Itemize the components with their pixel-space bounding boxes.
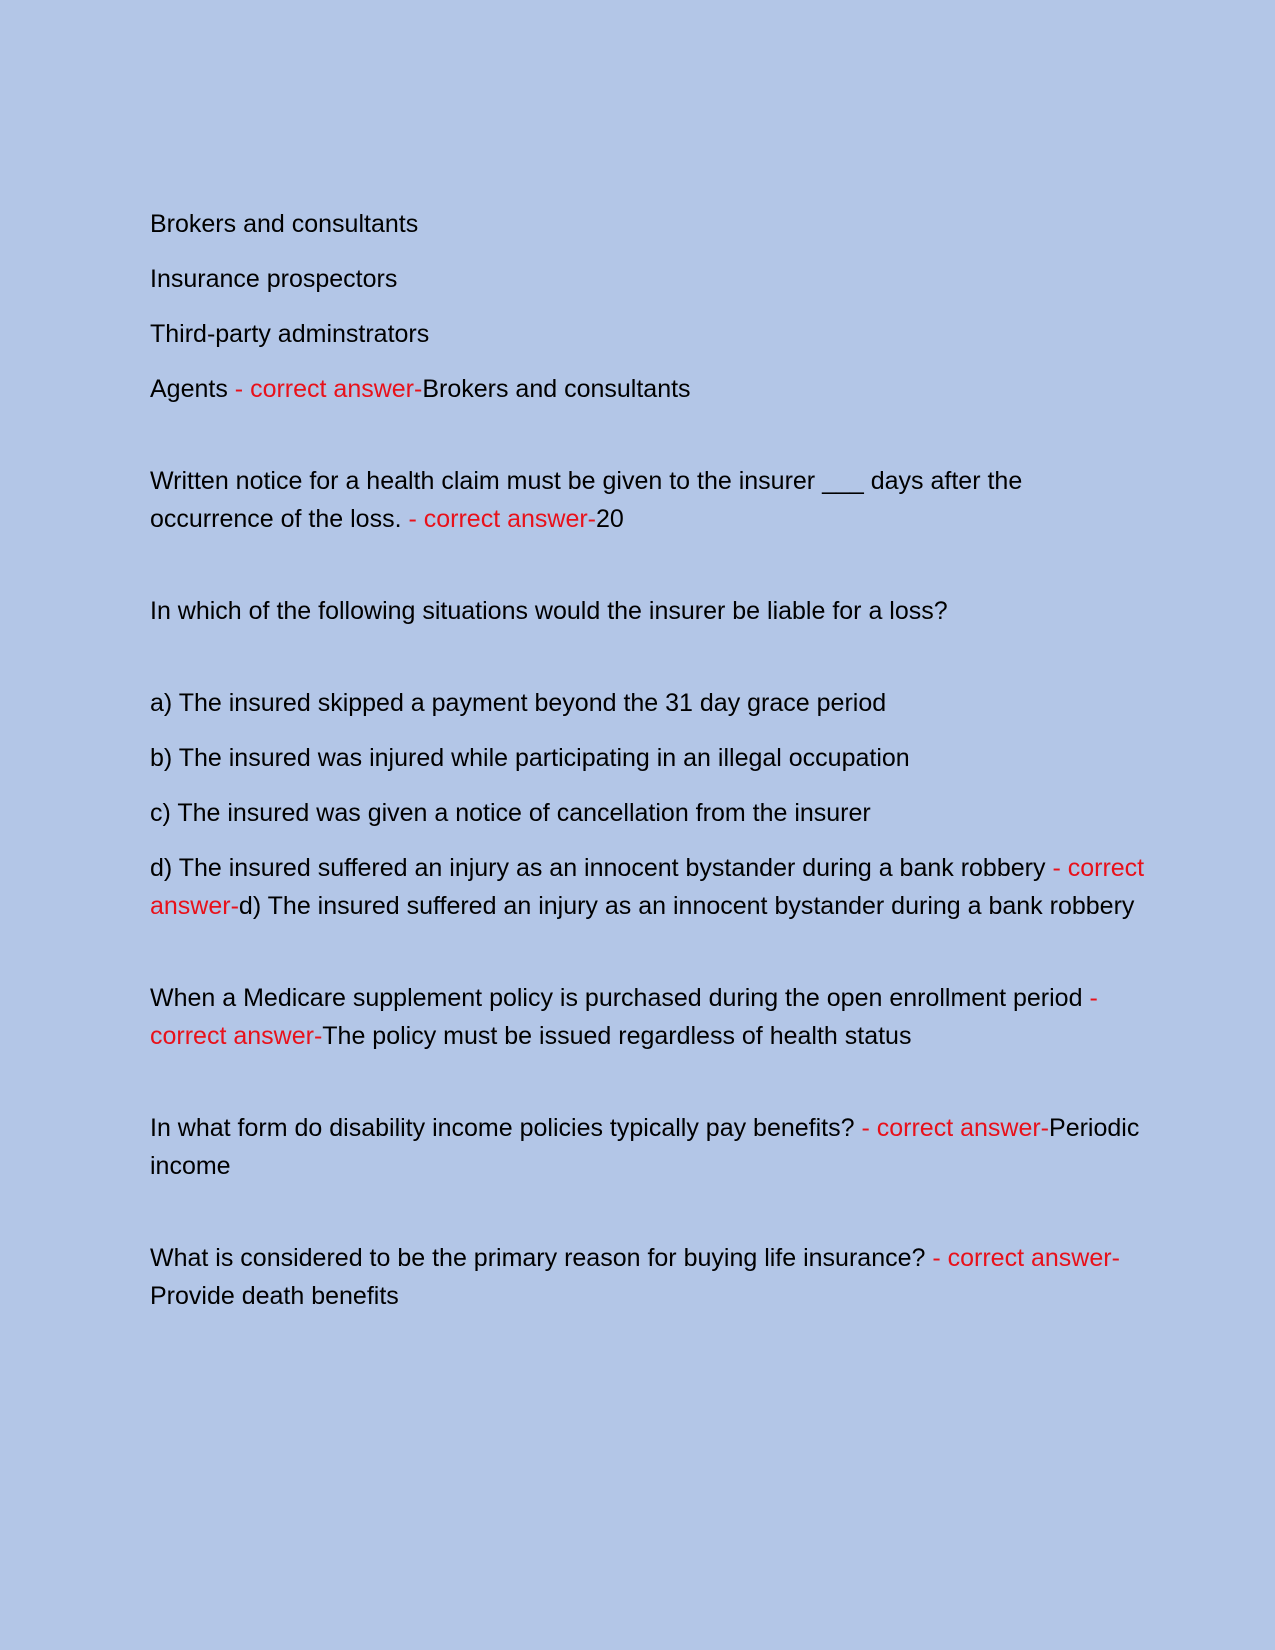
q2-item bbox=[150, 462, 1150, 538]
q6-question: What is considered to be the primary reason for buying life insurance? bbox=[150, 1244, 926, 1272]
q3-option-d: d) The insured suffered an injury as an innocent bystander during a bank robbery bbox=[150, 854, 1046, 882]
q2-answer: 20 bbox=[596, 505, 624, 533]
q2-question: Written notice for a health claim must be given to the insurer ___ days after the occurrence of the loss. bbox=[150, 467, 1023, 533]
q1-last-option-with-answer bbox=[150, 370, 1150, 408]
q1-option-3: Third-party adminstrators bbox=[150, 320, 430, 348]
q4-question: When a Medicare supplement policy is purchased during the open enrollment period bbox=[150, 984, 1083, 1012]
q1-answer: Brokers and consultants bbox=[422, 375, 691, 403]
q6-item bbox=[150, 1239, 1150, 1315]
q1-option-2: Insurance prospectors bbox=[150, 265, 398, 293]
q4-item bbox=[150, 979, 1150, 1055]
q1-last-option: Agents bbox=[150, 375, 228, 403]
q3-option-a: a) The insured skipped a payment beyond the 31 day grace period bbox=[150, 689, 887, 717]
answer-marker: - correct answer- bbox=[150, 984, 1098, 1050]
q3-question: In which of the following situations would the insurer be liable for a loss? bbox=[150, 597, 948, 625]
answer-marker: - correct answer- bbox=[234, 375, 423, 403]
q5-item bbox=[150, 1109, 1150, 1185]
q5-question: In what form do disability income policies typically pay benefits? bbox=[150, 1114, 855, 1142]
answer-marker: - correct answer- bbox=[932, 1244, 1120, 1272]
q3-answer: d) The insured suffered an injury as an innocent bystander during a bank robbery bbox=[238, 892, 1135, 920]
q6-answer: Provide death benefits bbox=[150, 1282, 399, 1310]
q4-answer: The policy must be issued regardless of health status bbox=[322, 1022, 912, 1050]
answer-marker: - correct answer- bbox=[861, 1114, 1050, 1142]
answer-marker: - correct answer- bbox=[408, 505, 597, 533]
q3-option-b: b) The insured was injured while participating in an illegal occupation bbox=[150, 744, 910, 772]
answer-marker: - correct answer- bbox=[150, 854, 1145, 920]
document-content bbox=[150, 205, 1150, 1369]
q5-answer: Periodic income bbox=[150, 1114, 1140, 1180]
q3-option-d-with-answer bbox=[150, 849, 1150, 925]
q3-option-c: c) The insured was given a notice of cancellation from the insurer bbox=[150, 799, 871, 827]
q1-option-1: Brokers and consultants bbox=[150, 210, 419, 238]
